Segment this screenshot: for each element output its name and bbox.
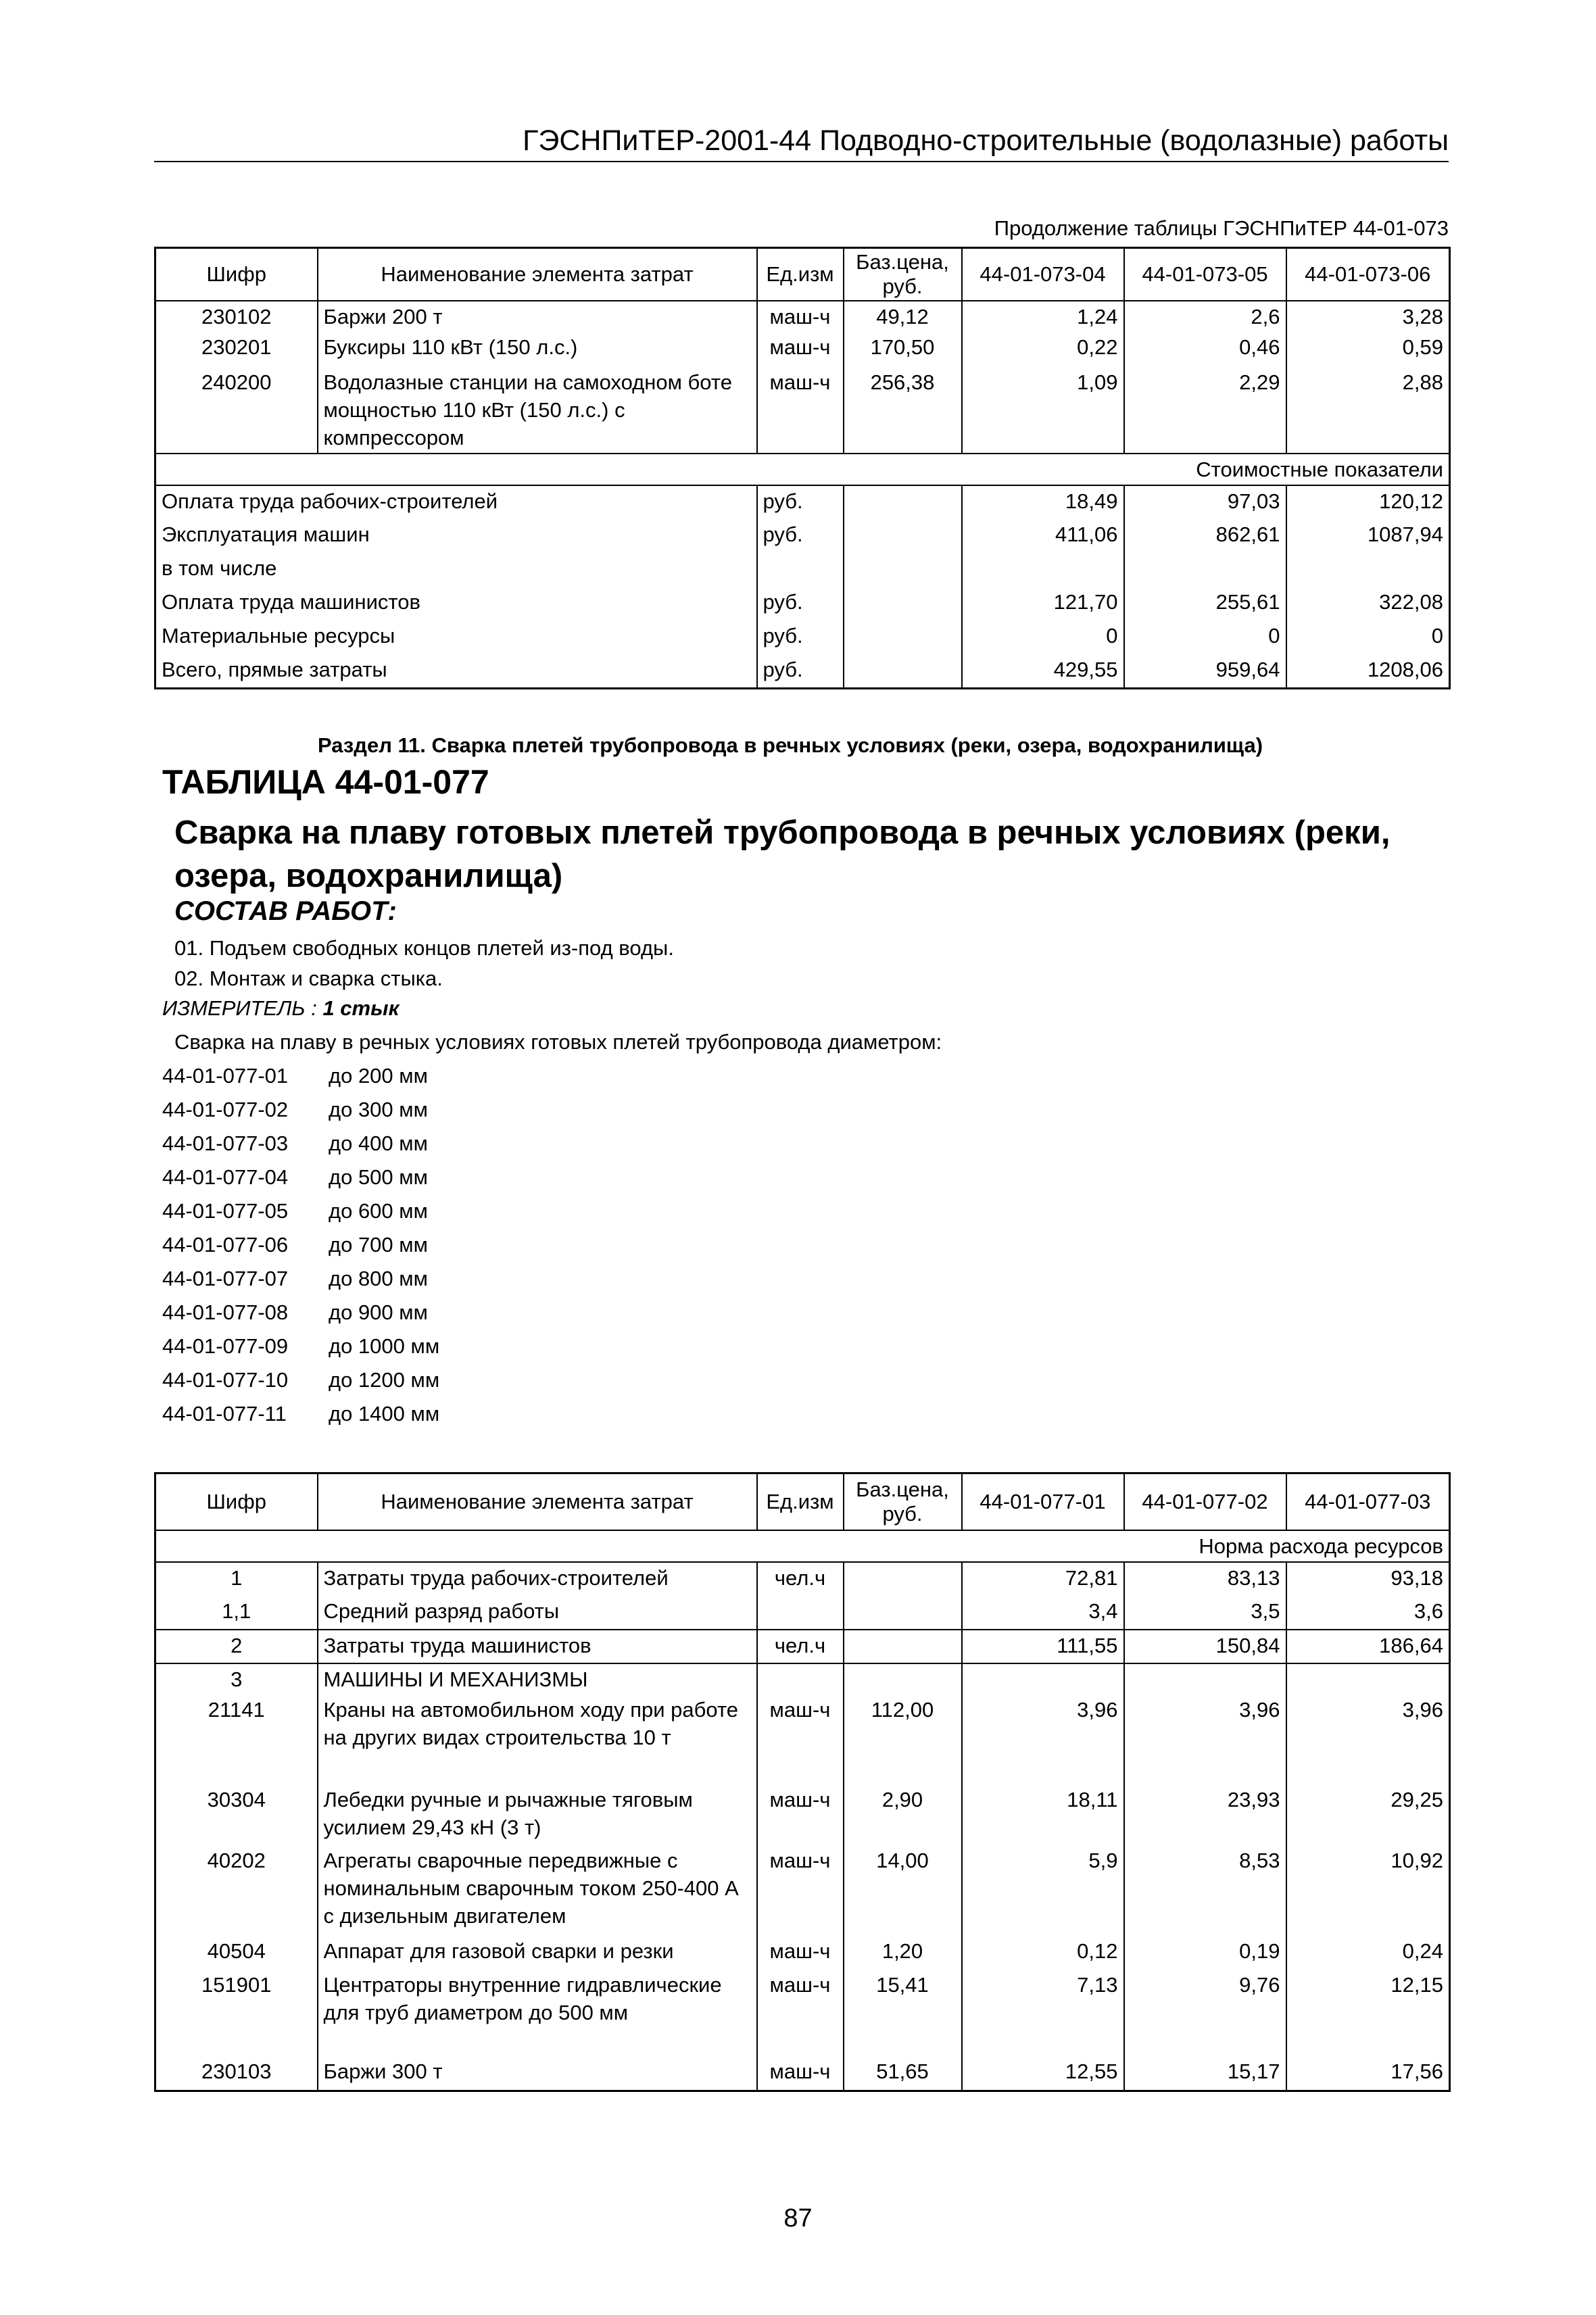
- list-item: [162, 1063, 428, 1090]
- variant-code: 44-01-077-03: [162, 1131, 289, 1155]
- list-item: [162, 1400, 439, 1428]
- list-item: [162, 1130, 428, 1157]
- row-value: 0,46: [1124, 332, 1286, 367]
- table-row: [155, 367, 1450, 454]
- row-name: Баржи 300 т: [318, 2056, 757, 2091]
- row-value: 12,15: [1286, 1970, 1450, 2056]
- row-value: 0,24: [1286, 1936, 1450, 1970]
- row-value: 18,11: [962, 1784, 1124, 1845]
- table2-header-cell: Баз.цена, руб.: [844, 1473, 962, 1530]
- cost-value: [1286, 553, 1450, 587]
- list-item: [162, 1198, 428, 1225]
- variant-desc: до 500 мм: [329, 1165, 428, 1189]
- row-value: 2,6: [1124, 301, 1286, 332]
- section-title: Раздел 11. Сварка плетей трубопровода в речных условиях (реки, озера, водохранилища): [318, 733, 1263, 757]
- row-value: 8,53: [1124, 1845, 1286, 1936]
- cost-row: [155, 654, 1450, 688]
- row-code: 40504: [155, 1936, 318, 1970]
- table1-header-cell: 44-01-073-04: [962, 248, 1124, 301]
- row-code: 2: [155, 1630, 318, 1663]
- row-code: 230201: [155, 332, 318, 367]
- cost-row: [155, 485, 1450, 519]
- cost-value: 120,12: [1286, 485, 1450, 519]
- row-price: [844, 1596, 962, 1630]
- row-price: 170,50: [844, 332, 962, 367]
- row-code: 30304: [155, 1784, 318, 1845]
- row-value: 83,13: [1124, 1562, 1286, 1596]
- cost-value: 429,55: [962, 654, 1124, 688]
- row-value: 1,09: [962, 367, 1124, 454]
- row-price: 256,38: [844, 367, 962, 454]
- cost-row: [155, 553, 1450, 587]
- row-value: 3,5: [1124, 1596, 1286, 1630]
- variant-desc: до 800 мм: [329, 1267, 428, 1290]
- variant-code: 44-01-077-06: [162, 1233, 289, 1257]
- cost-price: [844, 553, 962, 587]
- row-value: 9,76: [1124, 1970, 1286, 2056]
- row-unit: маш-ч: [757, 367, 844, 454]
- list-item: [162, 1232, 428, 1259]
- cost-name: Материальные ресурсы: [155, 620, 757, 654]
- variant-code: 44-01-077-04: [162, 1165, 289, 1189]
- work-composition-heading: СОСТАВ РАБОТ:: [174, 896, 397, 926]
- variant-desc: до 1200 мм: [329, 1368, 440, 1392]
- variant-intro: Сварка на плаву в речных условиях готовых плетей трубопровода диаметром:: [174, 1030, 942, 1054]
- table2-header-cell: 44-01-077-01: [962, 1473, 1124, 1530]
- row-value: 1,24: [962, 301, 1124, 332]
- variant-code: 44-01-077-05: [162, 1199, 289, 1223]
- row-name: Средний разряд работы: [318, 1596, 757, 1630]
- cost-value: 255,61: [1124, 587, 1286, 620]
- resource-table-077: [154, 1472, 1451, 2092]
- row-unit: чел.ч: [757, 1562, 844, 1596]
- page-number: 87: [783, 2204, 813, 2233]
- cost-value: 97,03: [1124, 485, 1286, 519]
- row-unit: маш-ч: [757, 2056, 844, 2091]
- row-unit: маш-ч: [757, 1845, 844, 1936]
- cost-value: 411,06: [962, 519, 1124, 553]
- row-unit: маш-ч: [757, 1784, 844, 1845]
- variant-code: 44-01-077-10: [162, 1368, 289, 1392]
- measure-unit: [162, 995, 399, 1022]
- row-unit: [757, 1663, 844, 1695]
- row-value: 3,96: [1286, 1695, 1450, 1784]
- cost-name: Эксплуатация машин: [155, 519, 757, 553]
- cost-value: 959,64: [1124, 654, 1286, 688]
- row-price: [844, 1562, 962, 1596]
- row-value: 0,59: [1286, 332, 1450, 367]
- cost-value: 0: [1286, 620, 1450, 654]
- row-price: 15,41: [844, 1970, 962, 2056]
- row-value: 23,93: [1124, 1784, 1286, 1845]
- row-value: 3,28: [1286, 301, 1450, 332]
- list-item: [162, 1299, 428, 1326]
- cost-price: [844, 587, 962, 620]
- row-price: 51,65: [844, 2056, 962, 2091]
- row-code: 40202: [155, 1845, 318, 1936]
- row-value: 10,92: [1286, 1845, 1450, 1936]
- row-name: Центраторы внутренние гидравлические для труб диаметром до 500 мм: [318, 1970, 757, 2056]
- cost-unit: руб.: [757, 620, 844, 654]
- row-value: 3,6: [1286, 1596, 1450, 1630]
- cost-price: [844, 620, 962, 654]
- table1-header-cell: 44-01-073-06: [1286, 248, 1450, 301]
- cost-value: 862,61: [1124, 519, 1286, 553]
- row-unit: маш-ч: [757, 332, 844, 367]
- row-value: 7,13: [962, 1970, 1124, 2056]
- row-value: 72,81: [962, 1562, 1124, 1596]
- row-value: 5,9: [962, 1845, 1124, 1936]
- row-price: 14,00: [844, 1845, 962, 1936]
- row-price: [844, 1663, 962, 1695]
- row-unit: маш-ч: [757, 1936, 844, 1970]
- variant-desc: до 300 мм: [329, 1098, 428, 1121]
- cost-value: 18,49: [962, 485, 1124, 519]
- table-row: [155, 1630, 1450, 1663]
- variant-desc: до 700 мм: [329, 1233, 428, 1257]
- variant-desc: до 200 мм: [329, 1064, 428, 1088]
- row-unit: чел.ч: [757, 1630, 844, 1663]
- table-row: [155, 1596, 1450, 1630]
- row-value: 2,29: [1124, 367, 1286, 454]
- measure-value: 1 стык: [322, 996, 400, 1020]
- row-value: 0,12: [962, 1936, 1124, 1970]
- row-unit: маш-ч: [757, 1695, 844, 1784]
- row-name: Краны на автомобильном ходу при работе на других видах строительства 10 т: [318, 1695, 757, 1784]
- variant-desc: до 400 мм: [329, 1131, 428, 1155]
- cost-value: [1124, 553, 1286, 587]
- table-row: [155, 1936, 1450, 1970]
- table-row: [155, 301, 1450, 332]
- row-unit: маш-ч: [757, 301, 844, 332]
- cost-row: [155, 587, 1450, 620]
- list-item: [162, 1096, 428, 1123]
- table-row: [155, 2056, 1450, 2091]
- row-value: 15,17: [1124, 2056, 1286, 2091]
- row-price: 49,12: [844, 301, 962, 332]
- cost-value: 0: [1124, 620, 1286, 654]
- cost-row: [155, 620, 1450, 654]
- row-name: Лебедки ручные и рычажные тяговым усилием 29,43 кН (3 т): [318, 1784, 757, 1845]
- table2-header-row: [155, 1473, 1450, 1530]
- resource-table-073: [154, 247, 1451, 689]
- cost-price: [844, 485, 962, 519]
- table-row: [155, 1970, 1450, 2056]
- table-row: [155, 1695, 1450, 1784]
- cost-unit: руб.: [757, 519, 844, 553]
- row-value: [1124, 1663, 1286, 1695]
- variant-code: 44-01-077-02: [162, 1098, 289, 1121]
- row-name: МАШИНЫ И МЕХАНИЗМЫ: [318, 1663, 757, 1695]
- measure-label: ИЗМЕРИТЕЛЬ :: [162, 996, 317, 1020]
- cost-value: [962, 553, 1124, 587]
- row-code: 240200: [155, 367, 318, 454]
- variant-desc: до 1400 мм: [329, 1402, 440, 1425]
- row-value: 186,64: [1286, 1630, 1450, 1663]
- cost-price: [844, 654, 962, 688]
- row-code: 1: [155, 1562, 318, 1596]
- cost-unit: руб.: [757, 654, 844, 688]
- variant-code: 44-01-077-07: [162, 1267, 289, 1290]
- table1-header-cell: Баз.цена, руб.: [844, 248, 962, 301]
- table-row: [155, 1663, 1450, 1695]
- table1-header-cell: Шифр: [155, 248, 318, 301]
- cost-unit: руб.: [757, 587, 844, 620]
- cost-unit: [757, 553, 844, 587]
- variant-desc: до 1000 мм: [329, 1334, 440, 1358]
- work-step: 02. Монтаж и сварка стыка.: [174, 967, 443, 990]
- cost-unit: руб.: [757, 485, 844, 519]
- cost-name: Оплата труда рабочих-строителей: [155, 485, 757, 519]
- row-price: 112,00: [844, 1695, 962, 1784]
- variant-code: 44-01-077-01: [162, 1064, 289, 1088]
- cost-name: в том числе: [155, 553, 757, 587]
- continuation-note: Продолжение таблицы ГЭСНПиТЕР 44-01-073: [994, 216, 1449, 240]
- row-value: 29,25: [1286, 1784, 1450, 1845]
- row-code: 1,1: [155, 1596, 318, 1630]
- row-code: 230103: [155, 2056, 318, 2091]
- norm-band-row: [155, 1530, 1450, 1562]
- row-price: 1,20: [844, 1936, 962, 1970]
- cost-name: Оплата труда машинистов: [155, 587, 757, 620]
- row-name: Аппарат для газовой сварки и резки: [318, 1936, 757, 1970]
- row-value: [962, 1663, 1124, 1695]
- variant-desc: до 900 мм: [329, 1300, 428, 1324]
- cost-value: 322,08: [1286, 587, 1450, 620]
- table2-header-cell: 44-01-077-03: [1286, 1473, 1450, 1530]
- row-name: Затраты труда машинистов: [318, 1630, 757, 1663]
- table-code: ТАБЛИЦА 44-01-077: [162, 763, 489, 801]
- row-value: 12,55: [962, 2056, 1124, 2091]
- list-item: [162, 1333, 439, 1360]
- row-unit: маш-ч: [757, 1970, 844, 2056]
- cost-name: Всего, прямые затраты: [155, 654, 757, 688]
- row-value: 93,18: [1286, 1562, 1450, 1596]
- row-price: 2,90: [844, 1784, 962, 1845]
- table-title: Сварка на плаву готовых плетей трубопровода в речных условиях (реки, озера, водохранилища): [174, 814, 1391, 894]
- row-name: Водолазные станции на самоходном боте мощностью 110 кВт (150 л.с.) с компрессором: [318, 367, 757, 454]
- variant-code: 44-01-077-09: [162, 1334, 289, 1358]
- cost-value: 121,70: [962, 587, 1124, 620]
- cost-value: 1208,06: [1286, 654, 1450, 688]
- row-code: 21141: [155, 1695, 318, 1784]
- row-code: 151901: [155, 1970, 318, 2056]
- row-value: 0,19: [1124, 1936, 1286, 1970]
- cost-value: 1087,94: [1286, 519, 1450, 553]
- cost-row: [155, 519, 1450, 553]
- row-price: [844, 1630, 962, 1663]
- variant-desc: до 600 мм: [329, 1199, 428, 1223]
- table2-header-cell: Шифр: [155, 1473, 318, 1530]
- row-value: 3,4: [962, 1596, 1124, 1630]
- table-row: [155, 1562, 1450, 1596]
- cost-price: [844, 519, 962, 553]
- cost-band-label: Стоимостные показатели: [155, 454, 1450, 485]
- table2-header-cell: 44-01-077-02: [1124, 1473, 1286, 1530]
- row-value: 2,88: [1286, 367, 1450, 454]
- table2-header-cell: Ед.изм: [757, 1473, 844, 1530]
- table-row: [155, 1784, 1450, 1845]
- table1-header-cell: Наименование элемента затрат: [318, 248, 757, 301]
- row-value: 0,22: [962, 332, 1124, 367]
- table-row: [155, 332, 1450, 367]
- table1-header-row: [155, 248, 1450, 301]
- cost-band-row: [155, 454, 1450, 485]
- row-name: Буксиры 110 кВт (150 л.с.): [318, 332, 757, 367]
- row-value: 150,84: [1124, 1630, 1286, 1663]
- table-row: [155, 1845, 1450, 1936]
- list-item: [162, 1164, 428, 1191]
- row-value: 3,96: [962, 1695, 1124, 1784]
- row-value: 111,55: [962, 1630, 1124, 1663]
- list-item: [162, 1265, 428, 1292]
- row-name: Баржи 200 т: [318, 301, 757, 332]
- list-item: [162, 1367, 439, 1394]
- variant-code: 44-01-077-11: [162, 1402, 287, 1425]
- cost-value: 0: [962, 620, 1124, 654]
- row-name: Агрегаты сварочные передвижные с номинальным сварочным током 250-400 А с дизельным двигателем: [318, 1845, 757, 1936]
- table1-header-cell: 44-01-073-05: [1124, 248, 1286, 301]
- norm-band-label: Норма расхода ресурсов: [155, 1530, 1450, 1562]
- running-header: ГЭСНПиТЕР-2001-44 Подводно-строительные (водолазные) работы: [154, 120, 1449, 162]
- work-step: 01. Подъем свободных концов плетей из-под воды.: [174, 936, 674, 960]
- row-unit: [757, 1596, 844, 1630]
- row-name: Затраты труда рабочих-строителей: [318, 1562, 757, 1596]
- table1-header-cell: Ед.изм: [757, 248, 844, 301]
- row-value: 17,56: [1286, 2056, 1450, 2091]
- row-value: [1286, 1663, 1450, 1695]
- row-code: 3: [155, 1663, 318, 1695]
- row-code: 230102: [155, 301, 318, 332]
- table2-header-cell: Наименование элемента затрат: [318, 1473, 757, 1530]
- row-value: 3,96: [1124, 1695, 1286, 1784]
- variant-code: 44-01-077-08: [162, 1300, 289, 1324]
